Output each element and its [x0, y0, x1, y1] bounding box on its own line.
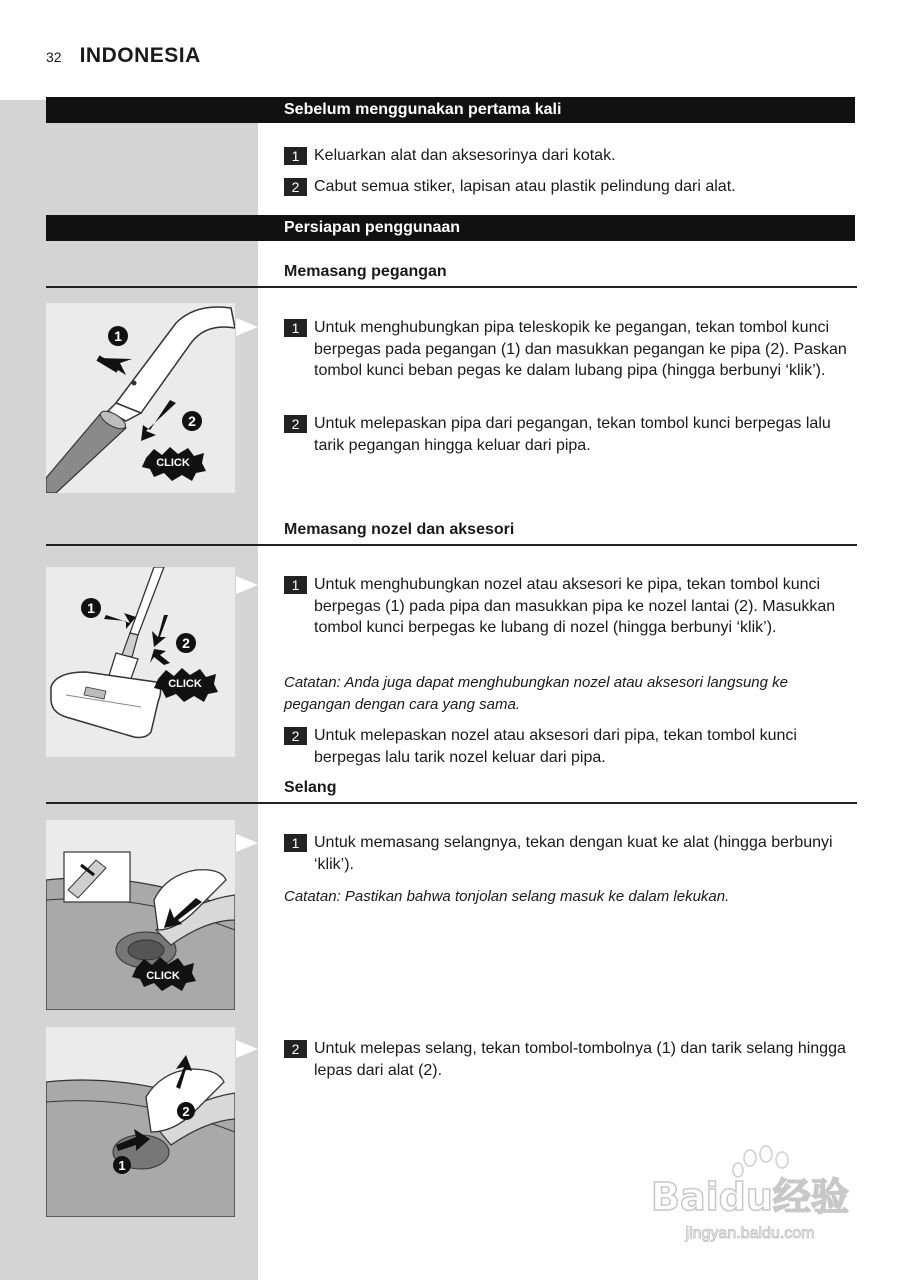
step-text: Untuk melepaskan pipa dari pegangan, tekan tombol kunci berpegas lalu tarik pegangan hingga keluar dari pipa.	[314, 415, 831, 454]
step-text: Untuk menghubungkan nozel atau aksesori ke pipa, tekan tombol kunci berpegas (1) pada pipa dan masukkan pipa ke nozel lantai (2). Masukkan tombol kunci berpegas ke lubang di nozel (hingga berbunyi ‘klik’).	[314, 576, 836, 636]
illus-label-1: 1	[114, 328, 122, 344]
illustration-hose-attach	[46, 820, 235, 1010]
step-item	[284, 317, 856, 382]
watermark-brand: Baidu经验	[651, 1175, 849, 1219]
note-text: Catatan: Pastikan bahwa tonjolan selang masuk ke dalam lekukan.	[284, 888, 730, 905]
subsection-title-handle: Memasang pegangan	[284, 263, 447, 280]
step-item	[284, 145, 856, 167]
illustration-nozzle	[46, 567, 235, 757]
illustration-pointer	[236, 318, 258, 336]
illus-label-2: 2	[188, 413, 196, 429]
step-text: Untuk memasang selangnya, tekan dengan kuat ke alat (hingga berbunyi ‘klik’).	[314, 834, 833, 873]
step-text: Cabut semua stiker, lapisan atau plastik pelindung dari alat.	[314, 178, 736, 195]
step-number: 1	[284, 834, 307, 852]
illustration-pointer	[236, 834, 258, 852]
step-number: 1	[284, 319, 307, 337]
step-item	[284, 574, 856, 639]
click-label: CLICK	[156, 457, 190, 469]
click-label: CLICK	[168, 678, 202, 690]
step-text: Untuk melepas selang, tekan tombol-tombolnya (1) dan tarik selang hingga lepas dari alat (2).	[314, 1040, 846, 1079]
illus-label-1: 1	[118, 1158, 126, 1173]
subsection-title-nozzle: Memasang nozel dan aksesori	[284, 521, 515, 538]
illustration-handle	[46, 303, 235, 493]
illustration-pointer	[236, 1040, 258, 1058]
paw-icon	[733, 1146, 788, 1177]
subsection-title-hose: Selang	[284, 779, 337, 796]
step-text: Untuk menghubungkan pipa teleskopik ke pegangan, tekan tombol kunci berpegas pada pegangan (1) dan masukkan pegangan ke pipa (2). Paskan tombol kunci beban pegas ke dalam lubang pipa (hingga berbunyi ‘klik’).	[314, 319, 847, 379]
step-item	[284, 725, 856, 768]
step-number: 2	[284, 415, 307, 433]
illus-label-2: 2	[182, 1104, 190, 1119]
step-number: 2	[284, 178, 307, 196]
page-number: 32	[46, 49, 62, 65]
note-text: Catatan: Anda juga dapat menghubungkan nozel atau aksesori langsung ke pegangan dengan cara yang sama.	[284, 674, 788, 713]
step-text: Keluarkan alat dan aksesorinya dari kotak.	[314, 147, 616, 164]
section-title: Persiapan penggunaan	[284, 219, 461, 236]
illus-label-2: 2	[182, 635, 190, 651]
step-item	[284, 1038, 856, 1081]
step-text: Untuk melepaskan nozel atau aksesori dari pipa, tekan tombol kunci berpegas lalu tarik nozel keluar dari pipa.	[314, 727, 797, 766]
subsection-rule	[46, 802, 857, 804]
step-number: 2	[284, 1040, 307, 1058]
illustration-hose-detach	[46, 1027, 235, 1217]
page-header	[46, 44, 201, 74]
step-number: 1	[284, 576, 307, 594]
illustration-pointer	[236, 576, 258, 594]
baidu-watermark	[640, 1140, 860, 1250]
step-item	[284, 413, 856, 456]
step-number: 2	[284, 727, 307, 745]
step-number: 1	[284, 147, 307, 165]
section-bar-before-first-use	[46, 97, 855, 123]
page-language-title: INDONESIA	[79, 44, 201, 67]
section-title: Sebelum menggunakan pertama kali	[284, 101, 562, 118]
section-bar-preparing	[46, 215, 855, 241]
subsection-rule	[46, 286, 857, 288]
watermark-url: jingyan.baidu.com	[685, 1225, 815, 1242]
step-item	[284, 176, 856, 198]
step-item	[284, 832, 856, 875]
click-label: CLICK	[146, 970, 180, 982]
illus-label-1: 1	[87, 600, 95, 616]
subsection-rule	[46, 544, 857, 546]
